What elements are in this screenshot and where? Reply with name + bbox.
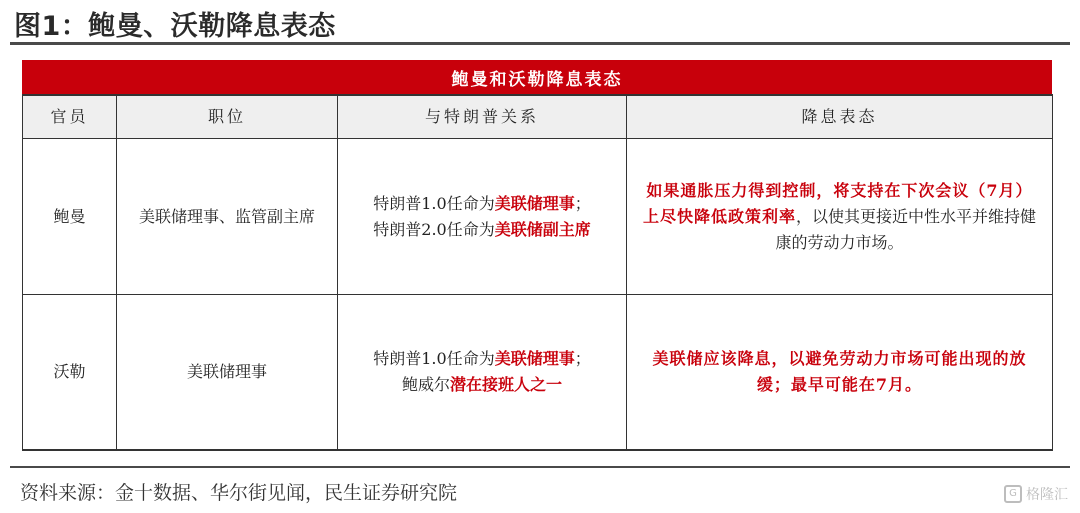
watermark-text: 格隆汇 (1026, 487, 1068, 503)
cell-statement (627, 139, 1053, 295)
relation-highlight: 美联储副主席 (494, 219, 591, 239)
cell-position: 美联储理事、监管副主席 (117, 139, 338, 295)
table-row-waller (23, 295, 1053, 451)
brand-logo-icon: G (1004, 485, 1022, 503)
statement-highlight: 如果通胀压力得到控制，将支持在下次会议（7月）上尽快降低政策利率 (642, 180, 1033, 226)
relation-highlight: 潜在接班人之一 (450, 375, 563, 394)
relation-line: 特朗普2.0任命为美联储副主席 (373, 219, 591, 239)
relation-line: 特朗普1.0任命为美联储理事； (373, 193, 591, 213)
table-row-bowman (23, 139, 1053, 295)
header-relation: 与特朗普关系 (338, 95, 627, 139)
stance-table-container (22, 60, 1052, 451)
relation-line: 特朗普1.0任命为美联储理事； (373, 349, 591, 368)
header-statement: 降息表态 (627, 95, 1053, 139)
top-divider (10, 42, 1070, 45)
table-header-row (23, 95, 1053, 139)
cell-official: 沃勒 (23, 295, 117, 451)
figure-title: 图1：鲍曼、沃勒降息表态 (14, 11, 336, 42)
source-note: 资料来源：金十数据、华尔街见闻，民生证券研究院 (20, 482, 458, 504)
cell-official: 鲍曼 (23, 139, 117, 295)
cell-relation (338, 295, 627, 451)
cell-position: 美联储理事 (117, 295, 338, 451)
cell-statement (627, 295, 1053, 451)
header-official: 官员 (23, 95, 117, 139)
bottom-divider (10, 466, 1070, 468)
stance-table (22, 94, 1053, 451)
table-banner: 鲍曼和沃勒降息表态 (22, 60, 1052, 94)
relation-highlight: 美联储理事 (494, 193, 575, 213)
watermark (1004, 484, 1068, 504)
header-position: 职位 (117, 95, 338, 139)
statement-highlight: 美联储应该降息，以避免劳动力市场可能出现的放缓；最早可能在7月。 (652, 349, 1027, 394)
cell-relation (338, 139, 627, 295)
relation-highlight: 美联储理事 (494, 349, 575, 368)
statement-text: ，以使其更接近中性水平并维持健康的劳动力市场。 (775, 206, 1037, 252)
relation-line: 鲍威尔潜在接班人之一 (401, 375, 563, 394)
